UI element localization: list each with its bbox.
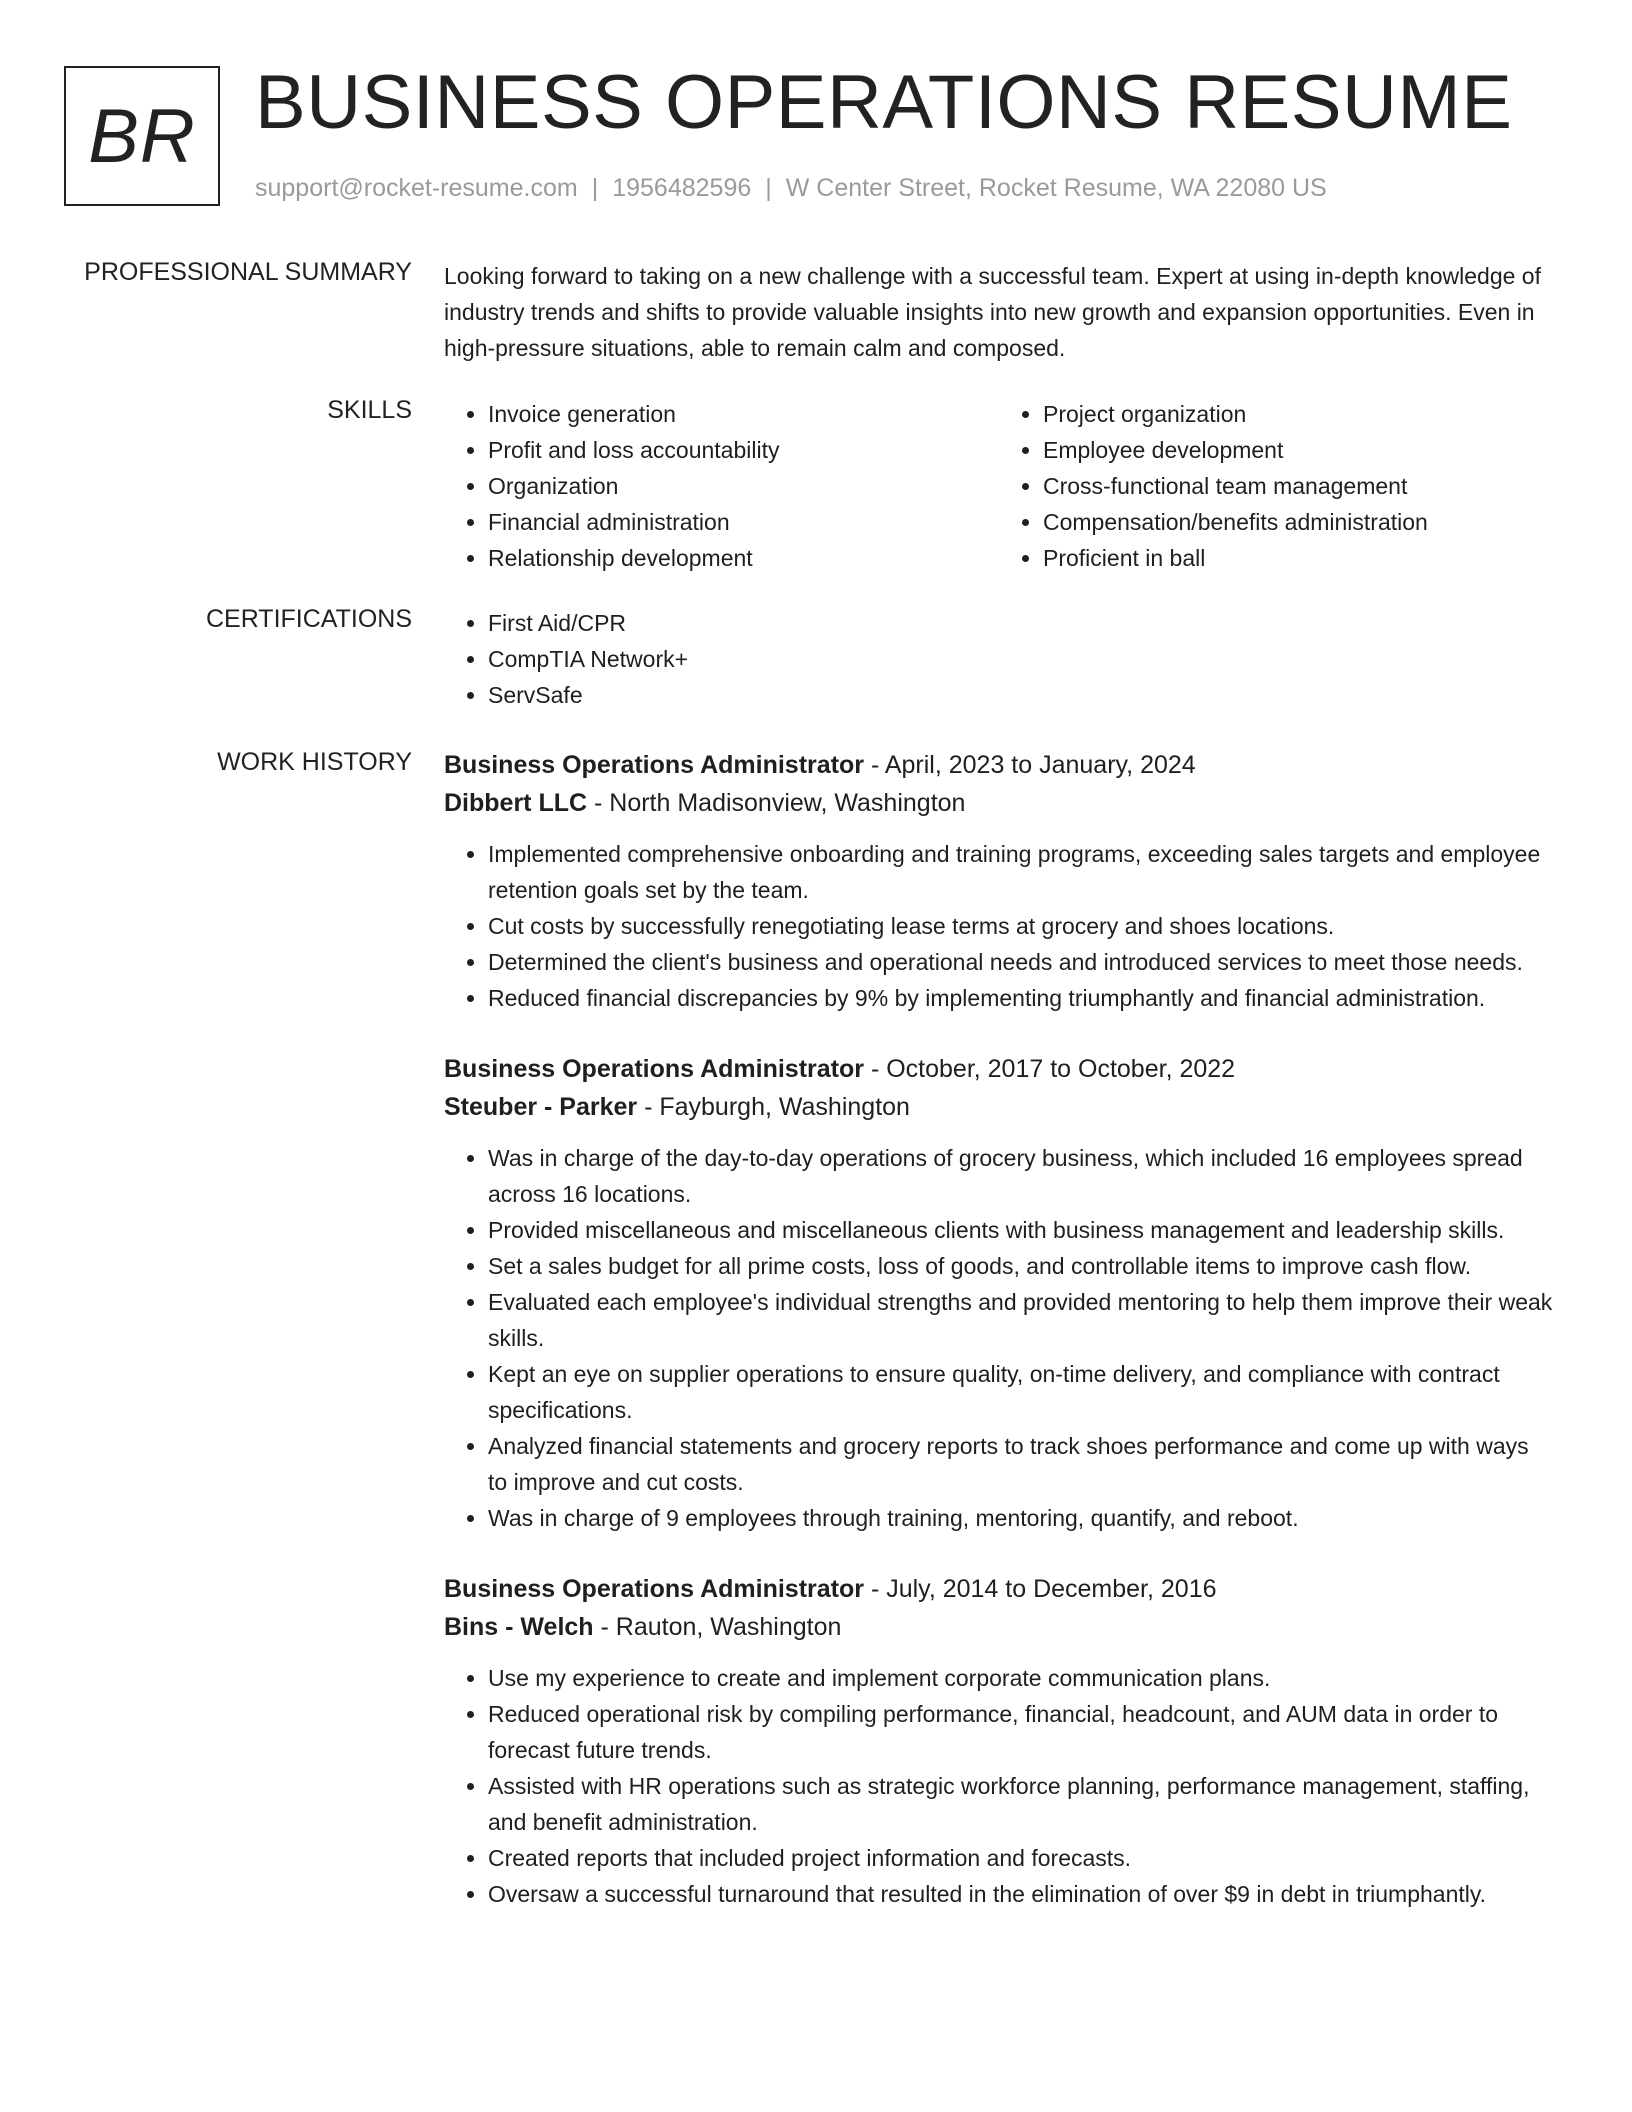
job-title: Business Operations Administrator	[444, 751, 864, 779]
contact-separator: |	[591, 174, 599, 202]
section-heading-work-history: WORK HISTORY	[217, 748, 412, 776]
contact-address: W Center Street, Rocket Resume, WA 22080 US	[785, 174, 1327, 202]
job-bullets	[444, 1660, 1554, 1912]
list-item: • Was in charge of the day-to-day operations of grocery business, which included 16 employees spread across 16 locations.	[488, 1140, 1554, 1212]
list-item: • Financial administration	[488, 504, 999, 540]
job-entry	[444, 1570, 1554, 1912]
contact-separator: |	[765, 174, 772, 202]
list-item: • Use my experience to create and implement corporate communication plans.	[488, 1660, 1554, 1696]
job-entry	[444, 1050, 1554, 1536]
job-bullets	[444, 1140, 1554, 1536]
job-dates: - April, 2023 to January, 2024	[864, 751, 1196, 779]
summary-text: Looking forward to taking on a new challenge with a successful team. Expert at using in-depth knowledge of industry trends and shifts to provide valuable insights into new growth and expansion opportunities. Even in high-pressure situations, able to remain calm and composed.	[444, 263, 1541, 361]
list-item: • Profit and loss accountability	[488, 432, 999, 468]
list-item: • Analyzed financial statements and grocery reports to track shoes performance and come up with ways to improve and cut costs.	[488, 1428, 1554, 1500]
job-company-line	[444, 1608, 1554, 1646]
list-item: • Organization	[488, 468, 999, 504]
list-item: • Was in charge of 9 employees through training, mentoring, quantify, and reboot.	[488, 1500, 1554, 1536]
list-item: • Cut costs by successfully renegotiating lease terms at grocery and shoes locations.	[488, 908, 1554, 944]
list-item: • Determined the client's business and operational needs and introduced services to meet those needs.	[488, 944, 1554, 980]
list-item: • Reduced financial discrepancies by 9% by implementing triumphantly and financial administration.	[488, 980, 1554, 1016]
job-company: Steuber - Parker	[444, 1093, 638, 1121]
list-item: • Kept an eye on supplier operations to ensure quality, on-time delivery, and compliance with contract specifications.	[488, 1356, 1554, 1428]
monogram-logo: BR	[64, 66, 220, 206]
section-heading-summary: PROFESSIONAL SUMMARY	[84, 258, 412, 286]
work-history-content	[444, 746, 1554, 1946]
summary-content	[444, 258, 1554, 366]
list-item: • Invoice generation	[488, 396, 999, 432]
list-item: • Compensation/benefits administration	[1043, 504, 1554, 540]
list-item: • CompTIA Network+	[488, 641, 1554, 677]
job-company-line	[444, 1088, 1554, 1126]
skills-column-2	[999, 396, 1554, 576]
list-item: • Relationship development	[488, 540, 999, 576]
job-dates: - October, 2017 to October, 2022	[864, 1055, 1236, 1083]
job-company: Dibbert LLC	[444, 789, 588, 817]
job-dates: - July, 2014 to December, 2016	[864, 1575, 1217, 1603]
job-location: - North Madisonview, Washington	[587, 789, 966, 817]
job-location: - Rauton, Washington	[593, 1613, 842, 1641]
list-item: • Provided miscellaneous and miscellaneous clients with business management and leadership skills.	[488, 1212, 1554, 1248]
contact-phone: 1956482596	[612, 174, 752, 202]
job-location: - Fayburgh, Washington	[637, 1093, 910, 1121]
contact-line	[255, 174, 1327, 203]
section-heading-certifications: CERTIFICATIONS	[205, 605, 412, 633]
list-item: • Set a sales budget for all prime costs, loss of goods, and controllable items to improve cash flow.	[488, 1248, 1554, 1284]
contact-email: support@rocket-resume.com	[255, 174, 578, 202]
list-item: • ServSafe	[488, 677, 1554, 713]
job-title: Business Operations Administrator	[444, 1055, 864, 1083]
skills-content	[444, 396, 1554, 576]
job-company: Bins - Welch	[444, 1613, 594, 1641]
list-item: • Oversaw a successful turnaround that resulted in the elimination of over $9 in debt in triumphantly.	[488, 1876, 1554, 1912]
list-item: • Cross-functional team management	[1043, 468, 1554, 504]
list-item: • Reduced operational risk by compiling performance, financial, headcount, and AUM data in order to forecast future trends.	[488, 1696, 1554, 1768]
list-item: • Created reports that included project information and forecasts.	[488, 1840, 1554, 1876]
list-item: • Implemented comprehensive onboarding and training programs, exceeding sales targets and employee retention goals set by the team.	[488, 836, 1554, 908]
certifications-list	[444, 605, 1554, 713]
section-heading-skills: SKILLS	[327, 396, 412, 424]
list-item: • Assisted with HR operations such as strategic workforce planning, performance management, staffing, and benefit administration.	[488, 1768, 1554, 1840]
resume-title: BUSINESS OPERATIONS RESUME	[255, 60, 1513, 145]
job-bullets	[444, 836, 1554, 1016]
skills-column-1	[444, 396, 999, 576]
job-entry	[444, 746, 1554, 1016]
list-item: • Evaluated each employee's individual strengths and provided mentoring to help them improve their weak skills.	[488, 1284, 1554, 1356]
list-item: • First Aid/CPR	[488, 605, 1554, 641]
list-item: • Employee development	[1043, 432, 1554, 468]
resume-header	[0, 0, 1632, 230]
job-title: Business Operations Administrator	[444, 1575, 864, 1603]
job-title-line	[444, 1050, 1554, 1088]
job-title-line	[444, 746, 1554, 784]
certifications-content	[444, 605, 1554, 713]
job-company-line	[444, 784, 1554, 822]
list-item: • Proficient in ball	[1043, 540, 1554, 576]
job-title-line	[444, 1570, 1554, 1608]
list-item: • Project organization	[1043, 396, 1554, 432]
